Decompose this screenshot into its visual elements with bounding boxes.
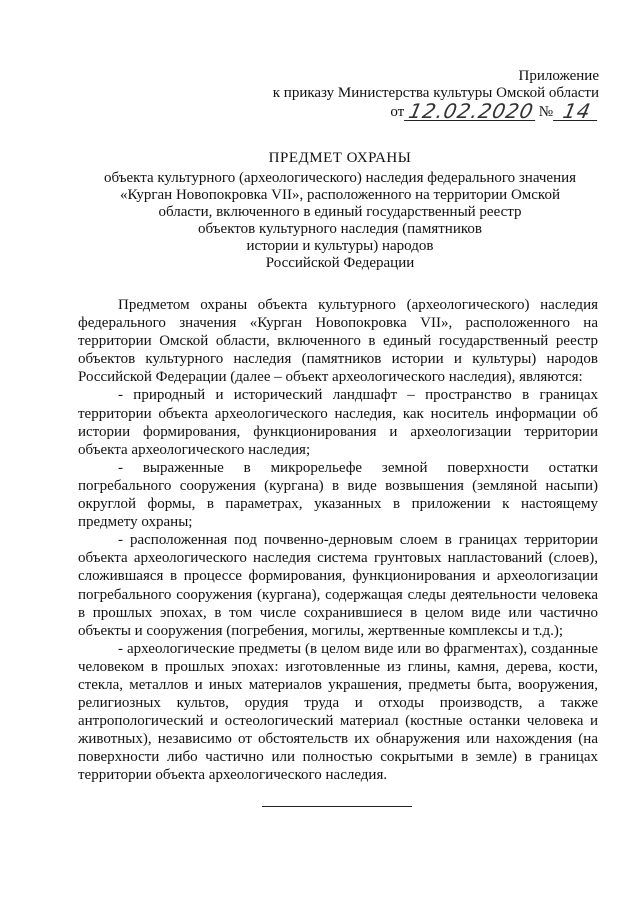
- subtitle-line: объектов культурного наследия (памятников: [198, 221, 482, 237]
- document-body: [78, 296, 598, 785]
- list-item-mound: - выраженные в микрорельефе земной поверхности остатки погребального сооружения (кургана) в виде возвышения (земляной насыпи) округлой формы, в параметрах, указанных в приложении к настоящему предмету охраны;: [78, 459, 598, 531]
- handwritten-date: 12.02.2020: [404, 102, 539, 121]
- subtitle-line: истории и культуры) народов: [246, 238, 434, 254]
- appendix-label: Приложение: [518, 68, 599, 84]
- list-item-artifacts: - археологические предметы (в целом виде или во фрагментах), созданные человеком в прошлых эпохах: изготовленные из глины, камня, дерева, кости, стекла, металлов и иных материалов украшения, предметы быта, вооружения, религиозных культов, орудия труда и отходы производств, а также антропологический и остеологический материал (костные останки человека и животных), независимо от обстоятельств их обнаружения или нахождения (на поверхности либо частично или полностью сокрытыми в земле) в границах территории объекта археологического наследия.: [78, 640, 598, 784]
- list-item-layers: - расположенная под почвенно-дерновым слоем в границах территории объекта археологического наследия система грунтовых напластований (слоев), сложившаяся в процессе формирования, функционирования и археологизации погребального сооружения (кургана), содержащая следы деятельности человека в прошлых эпохах, в том числе сохранившиеся в целом виде или частично объекты и сооружения (погребения, могилы, жертвенные комплексы и т.д.);: [78, 532, 598, 639]
- subtitle-line: объекта культурного (археологического) наследия федерального значения: [103, 170, 577, 186]
- end-divider: [262, 806, 412, 807]
- document-title-block: [60, 150, 620, 272]
- order-reference: к приказу Министерства культуры Омской области: [272, 85, 599, 101]
- subtitle-line: области, включенного в единый государственный реестр: [158, 204, 522, 220]
- subtitle-line: «Курган Новопокровка VII», расположенного на территории Омской: [119, 187, 560, 203]
- document-title: ПРЕДМЕТ ОХРАНЫ: [268, 150, 412, 166]
- intro-paragraph: Предметом охраны объекта культурного (археологического) наследия федерального значения «Курган Новопокровка VII», расположенного на территории Омской области, включенного в единый государственный реестр объектов культурного наследия (памятников истории и культуры) народов Российской Федерации (далее – объект археологического наследия), являются:: [78, 297, 598, 386]
- subtitle-line: Российской Федерации: [265, 255, 415, 271]
- from-label: от: [390, 104, 405, 120]
- appendix-header: [219, 68, 599, 121]
- number-label: №: [538, 104, 553, 120]
- handwritten-number: 14: [553, 102, 601, 121]
- order-date-line: [219, 99, 599, 123]
- list-item-landscape: - природный и исторический ландшафт – пространство в границах территории объекта археологического наследия, как носитель информации об истории формирования, функционирования и археологизации территории объекта археологического наследия;: [78, 387, 598, 458]
